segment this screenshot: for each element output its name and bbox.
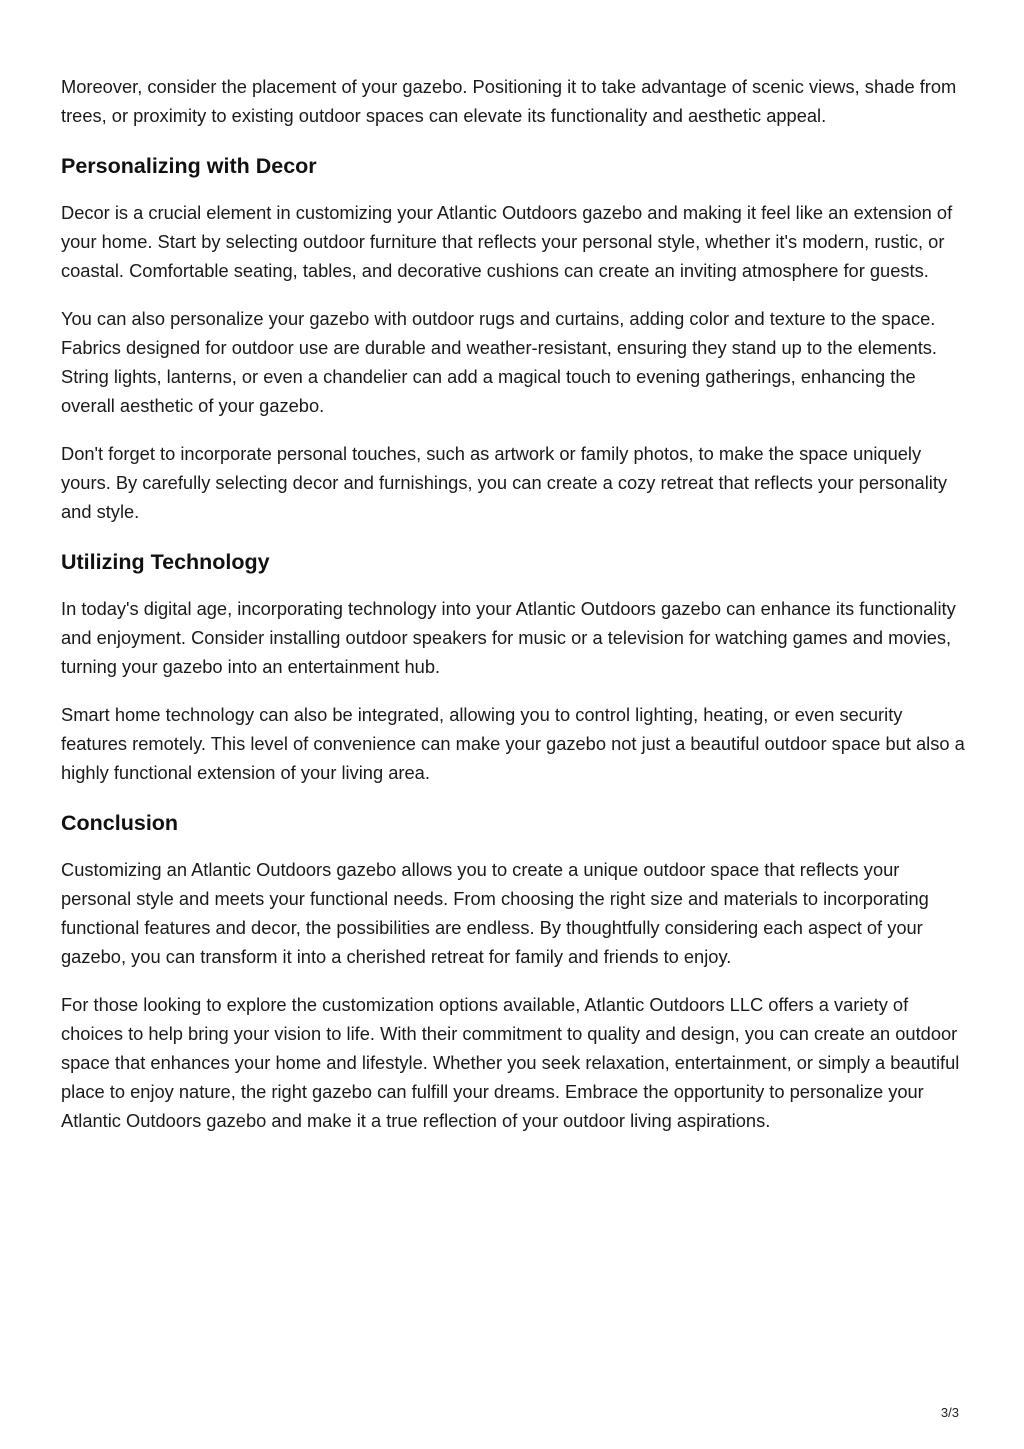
paragraph-decor-personal-touches: Don't forget to incorporate personal touches, such as artwork or family photos, to make the space uniquely yours. By carefully selecting decor and furnishings, you can create a cozy retreat that reflects your personality and style.	[61, 443, 948, 522]
paragraph-technology-smart-home: Smart home technology can also be integrated, allowing you to control lighting, heating, or even security features remotely. This level of convenience can make your gazebo not just a beautiful outdoor space but also a highly functional extension of your living area.	[61, 704, 965, 783]
heading-conclusion: Conclusion	[61, 811, 179, 835]
paragraph-placement: Moreover, consider the placement of your gazebo. Positioning it to take advantage of scenic views, shade from trees, or proximity to existing outdoor spaces can elevate its functionality and aesthetic appeal.	[61, 76, 957, 126]
paragraph-conclusion-summary: Customizing an Atlantic Outdoors gazebo allows you to create a unique outdoor space that reflects your personal style and meets your functional needs. From choosing the right size and materials to incorporating functional features and decor, the possibilities are endless. By thoughtfully considering each aspect of your gazebo, you can transform it into a cherished retreat for family and friends to enjoy.	[61, 859, 929, 967]
paragraph-conclusion-options: For those looking to explore the customization options available, Atlantic Outdoors LLC offers a variety of choices to help bring your vision to life. With their commitment to quality and design, you can create an outdoor space that enhances your home and lifestyle. Whether you seek relaxation, entertainment, or simply a beautiful place to enjoy nature, the right gazebo can fulfill your dreams. Embrace the opportunity to personalize your Atlantic Outdoors gazebo and make it a true reflection of your outdoor living aspirations.	[61, 994, 960, 1131]
paragraph-decor-furniture: Decor is a crucial element in customizing your Atlantic Outdoors gazebo and making it feel like an extension of your home. Start by selecting outdoor furniture that reflects your personal style, whether it's modern, rustic, or coastal. Comfortable seating, tables, and decorative cushions can create an inviting atmosphere for guests.	[61, 202, 953, 281]
page-number: 3/3	[940, 1405, 959, 1420]
paragraph-decor-rugs-curtains: You can also personalize your gazebo with outdoor rugs and curtains, adding color and texture to the space. Fabrics designed for outdoor use are durable and weather-resistant, ensuring they stand up to the elements. String lights, lanterns, or even a chandelier can add a magical touch to evening gatherings, enhancing the overall aesthetic of your gazebo.	[61, 308, 937, 416]
heading-utilizing-technology: Utilizing Technology	[61, 550, 270, 574]
paragraph-technology-entertainment: In today's digital age, incorporating technology into your Atlantic Outdoors gazebo can enhance its functionality and enjoyment. Consider installing outdoor speakers for music or a television for watching games and movies, turning your gazebo into an entertainment hub.	[61, 598, 956, 677]
document-page	[61, 72, 967, 1154]
heading-personalizing-with-decor: Personalizing with Decor	[61, 154, 317, 178]
